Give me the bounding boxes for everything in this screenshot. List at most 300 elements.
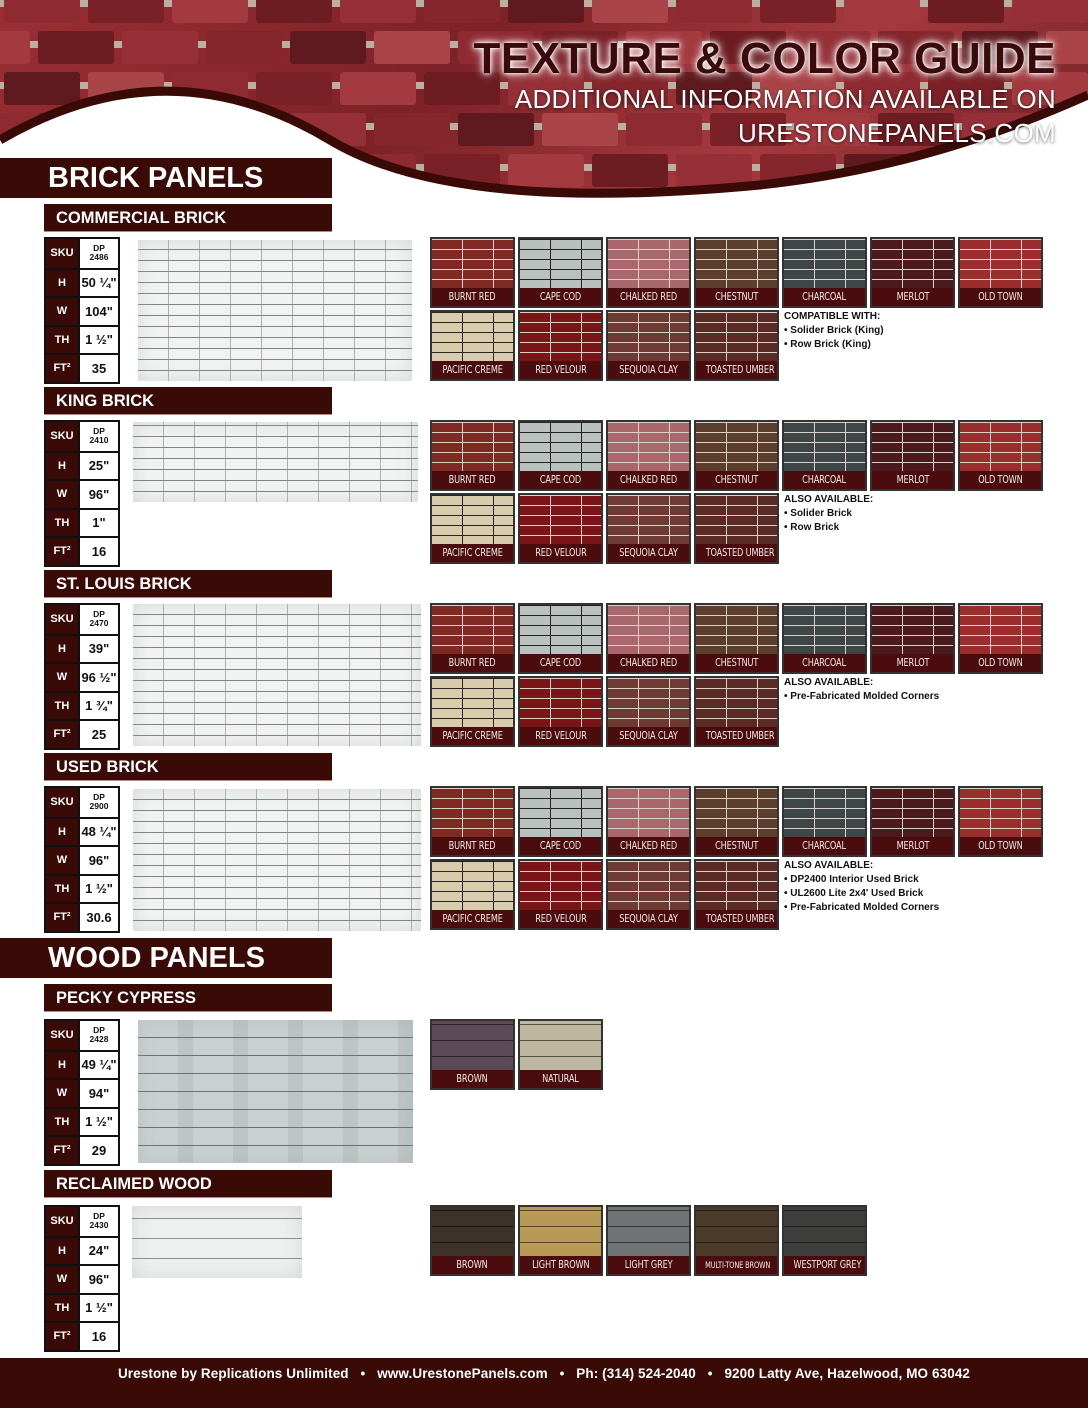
swatch-label: [608, 837, 689, 855]
spec-value-ft2: 30.6: [78, 904, 118, 931]
swatch-label-text: CAPE COD: [539, 840, 582, 852]
spec-value-sku: [78, 1207, 118, 1236]
swatch-label-text: CHALKED RED: [620, 291, 677, 303]
spec-label-w: W: [46, 481, 78, 508]
spec-label-ft2: FT²: [46, 721, 78, 748]
spec-row-sku: [46, 1021, 118, 1050]
spec-table: [44, 1019, 120, 1166]
color-swatch-cape-cod[interactable]: [518, 237, 603, 308]
swatch-label-text: BROWN: [456, 1259, 489, 1271]
swatch-label: [696, 471, 777, 489]
swatch-label-text: CHESTNUT: [714, 291, 759, 303]
spec-row-sku: [46, 1207, 118, 1236]
swatch-label: [520, 361, 601, 379]
swatch-label: [784, 471, 865, 489]
notes-item: • Solider Brick (King): [784, 325, 884, 336]
spec-row-h: [46, 268, 118, 297]
website-link-header[interactable]: URESTONEPANELS.COM: [738, 118, 1056, 148]
product-notes: [784, 859, 939, 915]
spec-label-th: TH: [46, 327, 78, 354]
texture-preview: [784, 788, 865, 839]
swatch-label: [872, 288, 953, 306]
spec-row-ft2: [46, 1321, 118, 1350]
color-swatch-merlot[interactable]: [870, 237, 955, 308]
texture-preview: [520, 495, 601, 546]
color-swatch-burnt-red[interactable]: [430, 603, 515, 674]
swatch-label-text: BURNT RED: [449, 291, 496, 303]
texture-preview: [520, 605, 601, 656]
color-swatch-merlot[interactable]: [870, 420, 955, 491]
product-title-king-brick: KING BRICK: [44, 387, 332, 415]
color-swatch-brown[interactable]: [430, 1205, 515, 1276]
spec-row-sku: [46, 788, 118, 817]
swatch-label-text: CHESTNUT: [714, 657, 759, 669]
sku-number: 2430: [89, 1220, 109, 1231]
spec-table: [44, 1205, 120, 1352]
notes-item: • Row Brick: [784, 522, 840, 533]
page-title: TEXTURE & COLOR GUIDE: [473, 34, 1056, 83]
spec-label-ft2: FT²: [46, 904, 78, 931]
color-swatch-sequoia-clay[interactable]: [606, 676, 691, 747]
color-swatch-chestnut[interactable]: [694, 603, 779, 674]
texture-preview: [608, 788, 689, 839]
color-swatch-charcoal[interactable]: [782, 786, 867, 857]
swatch-label: [520, 471, 601, 489]
spec-value-ft2: 29: [78, 1137, 118, 1164]
color-swatch-charcoal[interactable]: [782, 237, 867, 308]
spec-value-th: 1": [78, 510, 118, 537]
swatch-label: [696, 361, 777, 379]
color-swatch-sequoia-clay[interactable]: [606, 493, 691, 564]
swatch-label-text: PACIFIC CREME: [442, 730, 503, 742]
color-swatch-multi-tone-brown[interactable]: [694, 1205, 779, 1276]
texture-preview: [432, 1021, 513, 1072]
product-notes: [784, 493, 873, 535]
texture-preview: [784, 422, 865, 473]
footer-separator: •: [360, 1366, 366, 1381]
sku-prefix: DP: [93, 243, 105, 254]
spec-table: [44, 786, 120, 933]
swatch-label-text: CAPE COD: [539, 657, 582, 669]
texture-preview: [520, 422, 601, 473]
notes-item: • Solider Brick: [784, 508, 852, 519]
spec-value-w: 96": [78, 481, 118, 508]
texture-preview: [872, 239, 953, 290]
swatch-label-text: OLD TOWN: [978, 840, 1023, 852]
spec-label-sku: SKU: [46, 788, 78, 817]
spec-row-w: [46, 845, 118, 874]
spec-row-h: [46, 817, 118, 846]
swatch-label: [520, 654, 601, 672]
swatch-label: [432, 1070, 513, 1088]
sku-prefix: DP: [93, 1211, 105, 1222]
color-swatch-cape-cod[interactable]: [518, 603, 603, 674]
texture-preview: [696, 1207, 777, 1258]
spec-row-h: [46, 1050, 118, 1079]
panel-image-st-louis-brick: [133, 604, 421, 746]
color-swatch-toasted-umber[interactable]: [694, 310, 779, 381]
color-swatch-burnt-red[interactable]: [430, 237, 515, 308]
spec-value-w: 94": [78, 1080, 118, 1107]
texture-preview: [432, 312, 513, 363]
swatch-label-text: CHALKED RED: [620, 657, 677, 669]
spec-label-w: W: [46, 847, 78, 874]
color-swatch-pacific-creme[interactable]: [430, 676, 515, 747]
color-swatch-light-grey[interactable]: [606, 1205, 691, 1276]
color-swatch-chestnut[interactable]: [694, 786, 779, 857]
color-swatch-chalked-red[interactable]: [606, 603, 691, 674]
texture-preview: [960, 788, 1041, 839]
spec-value-sku: [78, 422, 118, 451]
notes-title: COMPATIBLE WITH:: [784, 311, 881, 322]
spec-row-th: [46, 874, 118, 903]
spec-value-h: 25": [78, 453, 118, 480]
page-subtitle-line1: ADDITIONAL INFORMATION AVAILABLE ON: [514, 84, 1056, 114]
texture-preview: [432, 678, 513, 729]
texture-preview: [520, 239, 601, 290]
color-swatch-red-velour[interactable]: [518, 859, 603, 930]
spec-label-w: W: [46, 298, 78, 325]
texture-preview: [960, 239, 1041, 290]
sku-number: 2410: [89, 435, 109, 446]
product-title-reclaimed-wood: RECLAIMED WOOD: [44, 1170, 332, 1198]
color-swatch-pacific-creme[interactable]: [430, 859, 515, 930]
color-swatch-cape-cod[interactable]: [518, 420, 603, 491]
spec-label-sku: SKU: [46, 1207, 78, 1236]
texture-preview: [960, 422, 1041, 473]
swatch-label-text: PACIFIC CREME: [442, 547, 503, 559]
swatch-label: [520, 544, 601, 562]
spec-label-th: TH: [46, 1295, 78, 1322]
spec-value-th: 1 ½": [78, 1295, 118, 1322]
sku-prefix: DP: [93, 426, 105, 437]
color-swatch-burnt-red[interactable]: [430, 420, 515, 491]
swatch-label-text: PACIFIC CREME: [442, 364, 503, 376]
sku-number: 2486: [89, 252, 109, 263]
swatch-label-text: SEQUOIA CLAY: [619, 730, 678, 742]
color-swatch-cape-cod[interactable]: [518, 786, 603, 857]
spec-row-th: [46, 1107, 118, 1136]
swatch-label: [872, 837, 953, 855]
footer-phone[interactable]: Ph: (314) 524-2040: [576, 1366, 696, 1381]
swatch-label: [520, 1256, 601, 1274]
swatch-label-text: CHESTNUT: [714, 840, 759, 852]
spec-value-th: 1 ½": [78, 327, 118, 354]
swatch-label-text: MERLOT: [896, 291, 929, 303]
spec-value-th: 1 ½": [78, 876, 118, 903]
swatch-label-text: SEQUOIA CLAY: [619, 913, 678, 925]
product-notes: [784, 310, 884, 352]
color-swatch-old-town[interactable]: [958, 603, 1043, 674]
swatch-label: [784, 837, 865, 855]
spec-row-ft2: [46, 719, 118, 748]
spec-value-ft2: 16: [78, 538, 118, 565]
panel-image-used-brick: [133, 789, 421, 931]
swatch-label: [432, 837, 513, 855]
swatch-label: [432, 727, 513, 745]
spec-row-sku: [46, 422, 118, 451]
texture-preview: [872, 422, 953, 473]
swatch-label-text: RED VELOUR: [534, 913, 587, 925]
swatch-label: [520, 837, 601, 855]
texture-preview: [432, 1207, 513, 1258]
spec-value-w: 96": [78, 1266, 118, 1293]
swatch-label-text: MULTI-TONE BROWN: [705, 1261, 771, 1271]
product-title-used-brick: USED BRICK: [44, 753, 332, 781]
spec-label-h: H: [46, 636, 78, 663]
texture-preview: [696, 678, 777, 729]
texture-preview: [432, 422, 513, 473]
spec-value-h: 24": [78, 1238, 118, 1265]
texture-preview: [520, 678, 601, 729]
color-swatch-chalked-red[interactable]: [606, 237, 691, 308]
color-swatch-toasted-umber[interactable]: [694, 676, 779, 747]
spec-label-w: W: [46, 1266, 78, 1293]
color-swatch-pacific-creme[interactable]: [430, 310, 515, 381]
swatch-label-text: NATURAL: [542, 1073, 579, 1085]
texture-preview: [432, 605, 513, 656]
swatch-label-text: BURNT RED: [449, 657, 496, 669]
spec-label-h: H: [46, 270, 78, 297]
color-swatch-chestnut[interactable]: [694, 420, 779, 491]
swatch-label: [872, 654, 953, 672]
panel-image-reclaimed-wood: [132, 1206, 302, 1278]
swatch-label-text: SEQUOIA CLAY: [619, 364, 678, 376]
color-swatch-red-velour[interactable]: [518, 310, 603, 381]
swatch-label-text: RED VELOUR: [534, 730, 587, 742]
spec-label-th: TH: [46, 693, 78, 720]
color-swatch-light-brown[interactable]: [518, 1205, 603, 1276]
swatch-label-text: OLD TOWN: [978, 657, 1023, 669]
texture-preview: [432, 495, 513, 546]
spec-value-sku: [78, 1021, 118, 1050]
color-swatch-burnt-red[interactable]: [430, 786, 515, 857]
swatch-label-text: RED VELOUR: [534, 364, 587, 376]
texture-preview: [696, 861, 777, 912]
texture-preview: [608, 495, 689, 546]
sku-number: 2900: [89, 801, 109, 812]
sku-prefix: DP: [93, 1025, 105, 1036]
spec-row-w: [46, 662, 118, 691]
swatch-label: [696, 727, 777, 745]
swatch-label: [432, 1256, 513, 1274]
swatch-label: [960, 288, 1041, 306]
footer-address: 9200 Latty Ave, Hazelwood, MO 63042: [724, 1366, 971, 1381]
swatch-label: [784, 654, 865, 672]
spec-value-ft2: 35: [78, 355, 118, 382]
swatch-label: [608, 910, 689, 928]
texture-preview: [784, 239, 865, 290]
spec-value-w: 96 ½": [78, 664, 118, 691]
color-swatch-red-velour[interactable]: [518, 676, 603, 747]
color-swatch-westport-grey[interactable]: [782, 1205, 867, 1276]
color-swatch-pacific-creme[interactable]: [430, 493, 515, 564]
sku-prefix: DP: [93, 609, 105, 620]
color-swatch-old-town[interactable]: [958, 420, 1043, 491]
spec-label-h: H: [46, 453, 78, 480]
notes-item: • Pre-Fabricated Molded Corners: [784, 691, 940, 702]
swatch-label-text: PACIFIC CREME: [442, 913, 503, 925]
spec-label-th: TH: [46, 1109, 78, 1136]
footer-separator: •: [559, 1366, 565, 1381]
swatch-label-text: CAPE COD: [539, 291, 582, 303]
swatch-label: [432, 471, 513, 489]
product-notes: [784, 676, 939, 704]
swatch-label-text: TOASTED UMBER: [705, 913, 775, 925]
swatch-label-text: MERLOT: [896, 474, 929, 486]
color-swatch-charcoal[interactable]: [782, 420, 867, 491]
sku-number: 2428: [89, 1034, 109, 1045]
notes-title: ALSO AVAILABLE:: [784, 677, 874, 688]
swatch-label: [696, 910, 777, 928]
color-swatch-sequoia-clay[interactable]: [606, 859, 691, 930]
spec-row-ft2: [46, 536, 118, 565]
spec-value-th: 1 ½": [78, 1109, 118, 1136]
texture-preview: [696, 788, 777, 839]
spec-row-th: [46, 691, 118, 720]
swatch-label: [608, 361, 689, 379]
spec-row-th: [46, 1293, 118, 1322]
color-swatch-chalked-red[interactable]: [606, 786, 691, 857]
swatch-label: [960, 654, 1041, 672]
notes-title: ALSO AVAILABLE:: [784, 494, 874, 505]
product-title-st-louis-brick: ST. LOUIS BRICK: [44, 570, 332, 598]
color-swatch-charcoal[interactable]: [782, 603, 867, 674]
footer-company: Urestone by Replications Unlimited: [117, 1366, 349, 1381]
texture-preview: [960, 605, 1041, 656]
color-swatch-merlot[interactable]: [870, 786, 955, 857]
swatch-label-text: TOASTED UMBER: [705, 364, 775, 376]
spec-value-h: 49 ¼": [78, 1052, 118, 1079]
spec-label-sku: SKU: [46, 422, 78, 451]
swatch-label: [960, 471, 1041, 489]
spec-label-sku: SKU: [46, 1021, 78, 1050]
spec-row-sku: [46, 605, 118, 634]
spec-value-h: 39": [78, 636, 118, 663]
swatch-label-text: OLD TOWN: [978, 291, 1023, 303]
swatch-label: [520, 910, 601, 928]
texture-preview: [696, 312, 777, 363]
color-swatch-chalked-red[interactable]: [606, 420, 691, 491]
texture-preview: [608, 1207, 689, 1258]
swatch-label: [432, 288, 513, 306]
texture-preview: [696, 495, 777, 546]
texture-preview: [608, 239, 689, 290]
texture-preview: [520, 788, 601, 839]
swatch-label: [696, 654, 777, 672]
spec-row-th: [46, 325, 118, 354]
swatch-label: [432, 910, 513, 928]
swatch-label-text: CHALKED RED: [620, 840, 677, 852]
product-title-commercial-brick: COMMERCIAL BRICK: [44, 204, 332, 232]
sku-number: 2470: [89, 618, 109, 629]
swatch-label-text: OLD TOWN: [978, 474, 1023, 486]
spec-row-w: [46, 479, 118, 508]
spec-row-h: [46, 634, 118, 663]
color-swatch-toasted-umber[interactable]: [694, 493, 779, 564]
texture-preview: [520, 1021, 601, 1072]
texture-preview: [608, 861, 689, 912]
spec-label-h: H: [46, 1238, 78, 1265]
texture-preview: [520, 312, 601, 363]
footer-website-link[interactable]: www.UrestonePanels.com: [377, 1366, 548, 1381]
color-swatch-chestnut[interactable]: [694, 237, 779, 308]
swatch-label-text: MERLOT: [896, 840, 929, 852]
spec-row-h: [46, 1236, 118, 1265]
swatch-label: [960, 837, 1041, 855]
notes-item: • Row Brick (King): [784, 339, 871, 350]
spec-label-th: TH: [46, 510, 78, 537]
spec-row-ft2: [46, 1135, 118, 1164]
notes-item: • DP2400 Interior Used Brick: [784, 874, 919, 885]
swatch-label-text: CHARCOAL: [802, 657, 847, 669]
swatch-label: [432, 361, 513, 379]
texture-preview: [520, 861, 601, 912]
panel-image-pecky-cypress: [138, 1020, 413, 1163]
footer-separator: •: [707, 1366, 713, 1381]
color-swatch-natural[interactable]: [518, 1019, 603, 1090]
notes-title: ALSO AVAILABLE:: [784, 860, 874, 871]
swatch-label: [520, 727, 601, 745]
spec-row-ft2: [46, 902, 118, 931]
sku-prefix: DP: [93, 792, 105, 803]
spec-value-w: 104": [78, 298, 118, 325]
spec-table: [44, 420, 120, 567]
swatch-label-text: LIGHT BROWN: [531, 1259, 590, 1271]
spec-value-th: 1 ¾": [78, 693, 118, 720]
swatch-label: [696, 288, 777, 306]
spec-value-h: 48 ¼": [78, 819, 118, 846]
color-swatch-merlot[interactable]: [870, 603, 955, 674]
swatch-label: [520, 1070, 601, 1088]
spec-label-sku: SKU: [46, 605, 78, 634]
notes-item: • UL2600 Lite 2x4' Used Brick: [784, 888, 924, 899]
spec-row-sku: [46, 239, 118, 268]
spec-label-ft2: FT²: [46, 1323, 78, 1350]
spec-value-h: 50 ¼": [78, 270, 118, 297]
texture-preview: [784, 605, 865, 656]
color-swatch-old-town[interactable]: [958, 237, 1043, 308]
texture-preview: [608, 312, 689, 363]
color-swatch-red-velour[interactable]: [518, 493, 603, 564]
color-swatch-sequoia-clay[interactable]: [606, 310, 691, 381]
spec-label-ft2: FT²: [46, 538, 78, 565]
swatch-label: [432, 654, 513, 672]
swatch-label: [432, 544, 513, 562]
texture-preview: [696, 239, 777, 290]
color-swatch-brown[interactable]: [430, 1019, 515, 1090]
panel-image-commercial-brick: [138, 240, 412, 381]
spec-value-sku: [78, 788, 118, 817]
texture-preview: [608, 678, 689, 729]
swatch-label: [608, 1256, 689, 1274]
swatch-label-text: BURNT RED: [449, 474, 496, 486]
swatch-label: [520, 288, 601, 306]
swatch-label: [696, 544, 777, 562]
color-swatch-toasted-umber[interactable]: [694, 859, 779, 930]
spec-value-ft2: 25: [78, 721, 118, 748]
spec-label-w: W: [46, 1080, 78, 1107]
color-swatch-old-town[interactable]: [958, 786, 1043, 857]
spec-value-sku: [78, 239, 118, 268]
swatch-label: [608, 727, 689, 745]
swatch-label: [696, 1256, 777, 1274]
swatch-label-text: CHALKED RED: [620, 474, 677, 486]
swatch-label: [608, 288, 689, 306]
swatch-label-text: CHARCOAL: [802, 474, 847, 486]
spec-table: [44, 603, 120, 750]
swatch-label-text: CHESTNUT: [714, 474, 759, 486]
